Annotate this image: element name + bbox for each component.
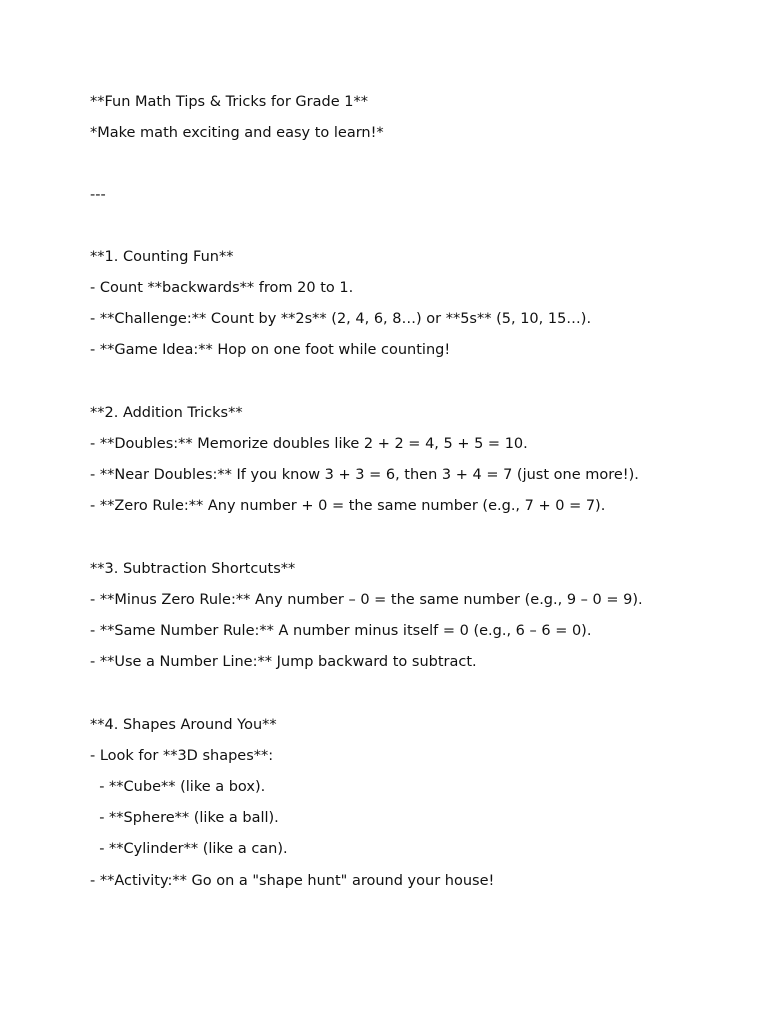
list-item: - **Challenge:** Count by **2s** (2, 4, 6, 8…) or **5s** (5, 10, 15…). — [90, 311, 592, 327]
list-sub-item: - **Cylinder** (like a can). — [90, 841, 288, 857]
document-subtitle: *Make math exciting and easy to learn!* — [90, 125, 384, 141]
list-sub-item: - **Sphere** (like a ball). — [90, 810, 279, 826]
list-item: - **Doubles:** Memorize doubles like 2 + 2 = 4, 5 + 5 = 10. — [90, 436, 528, 452]
list-item: - **Use a Number Line:** Jump backward to subtract. — [90, 654, 477, 670]
document-title: **Fun Math Tips & Tricks for Grade 1** — [90, 94, 368, 110]
list-sub-item: - **Cube** (like a box). — [90, 779, 266, 795]
section-heading-shapes: **4. Shapes Around You** — [90, 717, 277, 733]
list-item: - **Activity:** Go on a "shape hunt" around your house! — [90, 873, 495, 889]
list-item: - Count **backwards** from 20 to 1. — [90, 280, 354, 296]
list-item: - Look for **3D shapes**: — [90, 748, 274, 764]
section-heading-counting: **1. Counting Fun** — [90, 249, 234, 265]
list-item: - **Game Idea:** Hop on one foot while counting! — [90, 342, 451, 358]
list-item: - **Same Number Rule:** A number minus itself = 0 (e.g., 6 – 6 = 0). — [90, 623, 592, 639]
section-heading-subtraction: **3. Subtraction Shortcuts** — [90, 561, 296, 577]
section-separator: --- — [90, 187, 106, 203]
list-item: - **Minus Zero Rule:** Any number – 0 = the same number (e.g., 9 – 0 = 9). — [90, 592, 643, 608]
list-item: - **Zero Rule:** Any number + 0 = the same number (e.g., 7 + 0 = 7). — [90, 498, 606, 514]
section-heading-addition: **2. Addition Tricks** — [90, 405, 243, 421]
list-item: - **Near Doubles:** If you know 3 + 3 = 6, then 3 + 4 = 7 (just one more!). — [90, 467, 639, 483]
